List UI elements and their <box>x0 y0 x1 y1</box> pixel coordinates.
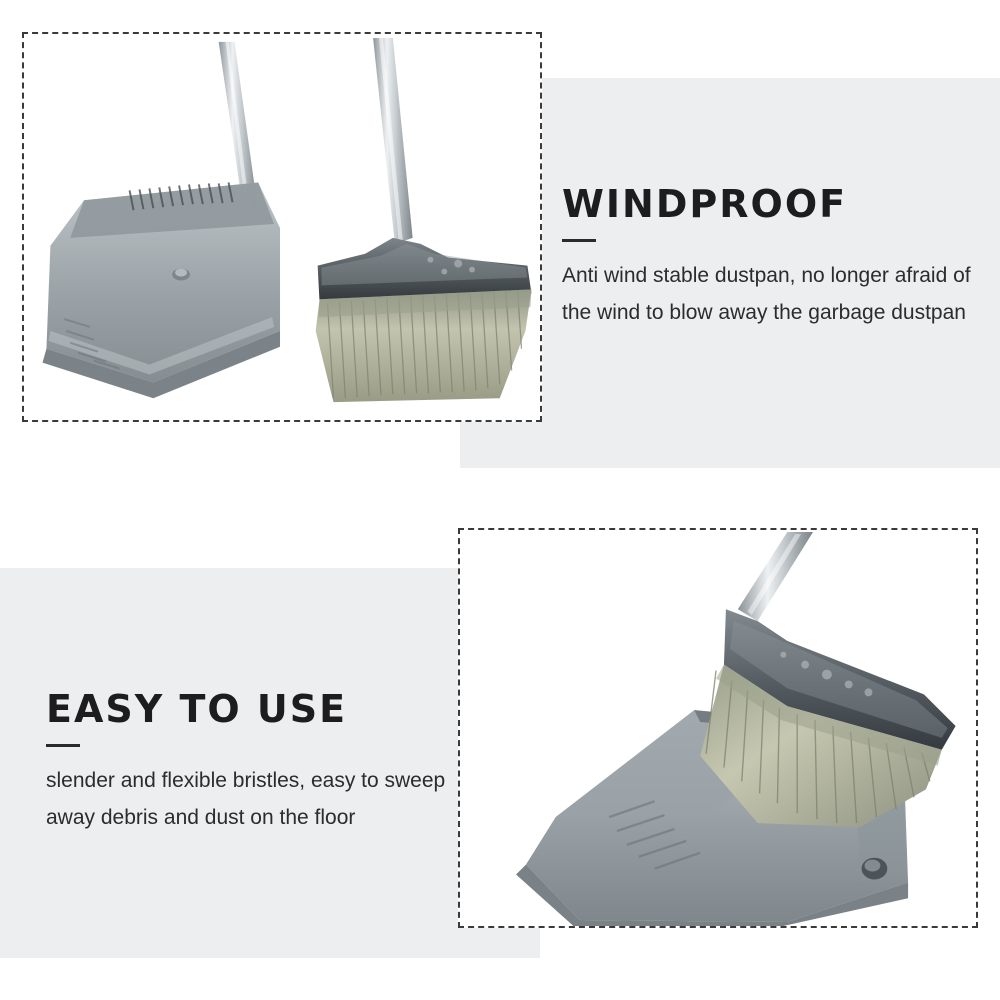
windproof-product-photo <box>22 32 542 422</box>
headline-divider <box>46 744 80 747</box>
windproof-body: Anti wind stable dustpan, no longer afraid of the wind to blow away the garbage dustpan <box>562 263 971 324</box>
windproof-illustration <box>24 34 540 420</box>
easy-to-use-illustration <box>460 530 976 926</box>
headline-divider <box>562 239 596 242</box>
windproof-text-block <box>562 182 972 331</box>
easy-to-use-text-block <box>46 687 446 836</box>
easy-to-use-product-photo <box>458 528 978 928</box>
easy-to-use-body: slender and flexible bristles, easy to sweep away debris and dust on the floor <box>46 768 446 829</box>
windproof-headline: WINDPROOF <box>562 182 848 226</box>
easy-to-use-headline: EASY TO USE <box>46 687 348 731</box>
